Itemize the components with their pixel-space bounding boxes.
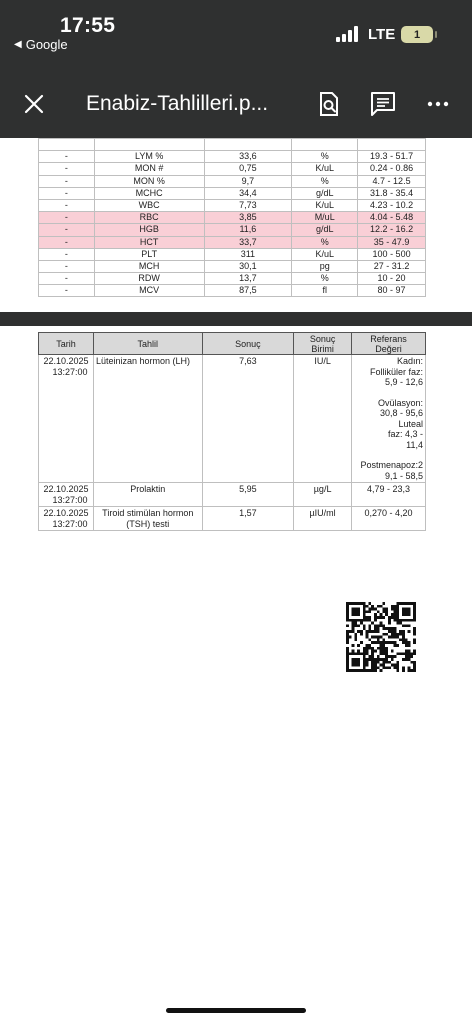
reference-line: 9,1 - 58,5	[384, 470, 423, 481]
table-row-tsh	[39, 507, 426, 531]
back-to-google-link[interactable]	[14, 37, 68, 52]
qr-code	[346, 602, 416, 672]
reference-line: Ovülasyon:	[377, 397, 423, 408]
reference-line: 5,9 - 12,6	[384, 377, 423, 387]
cell-test: HGB	[94, 224, 204, 236]
test-line2: (TSH) testi	[126, 518, 170, 529]
cell-result: 1,57	[202, 507, 294, 531]
cell-test: LYM %	[94, 151, 204, 163]
cell-test: Prolaktin	[93, 483, 202, 507]
table-row	[39, 260, 426, 272]
reference-line: Postmenapoz:2	[360, 460, 423, 470]
header-reference	[352, 333, 426, 355]
close-icon[interactable]	[22, 92, 46, 116]
cell-value: 34,4	[204, 187, 292, 199]
network-type: LTE	[368, 26, 396, 43]
cell-reference: 0.24 - 0.86	[358, 163, 426, 175]
cell-result: 5,95	[202, 483, 294, 507]
cell-flag: -	[39, 285, 95, 297]
table-header-row	[39, 333, 426, 355]
header-unit-line1: Sonuç	[309, 333, 336, 344]
cell-reference: 4.23 - 10.2	[358, 199, 426, 211]
cell-unit: µg/L	[294, 483, 352, 507]
cell-flag: -	[39, 224, 95, 236]
cell-test: MON %	[94, 175, 204, 187]
time-text: 13:27:00	[52, 494, 88, 505]
back-arrow-icon: ◀	[14, 39, 22, 50]
cell-reference	[352, 355, 426, 483]
header-date: Tarih	[39, 333, 94, 355]
cell-value: 30,1	[204, 260, 292, 272]
table-row	[39, 224, 426, 236]
table-row	[39, 212, 426, 224]
cell-test: WBC	[94, 199, 204, 211]
cell-flag: -	[39, 163, 95, 175]
reference-line	[354, 388, 423, 398]
reference-line: Kadın:	[396, 356, 423, 366]
cell-reference: 27 - 31.2	[358, 260, 426, 272]
cell-flag: -	[39, 273, 95, 285]
table-row	[39, 187, 426, 199]
reference-line: 11,4	[406, 439, 423, 450]
battery-icon	[401, 26, 433, 43]
cell-date	[39, 507, 94, 531]
cell-reference: 19.3 - 51.7	[358, 151, 426, 163]
cell-reference: 100 - 500	[358, 248, 426, 260]
cell-unit: %	[292, 236, 358, 248]
header-test: Tahlil	[93, 333, 202, 355]
cell-test: RDW	[94, 273, 204, 285]
cell-flag: -	[39, 236, 95, 248]
home-indicator[interactable]	[166, 1008, 306, 1013]
header-result: Sonuç	[202, 333, 294, 355]
cell-unit: %	[292, 151, 358, 163]
reference-line: faz: 4,3 -	[387, 429, 423, 439]
table-row	[39, 236, 426, 248]
cell-unit: g/dL	[292, 224, 358, 236]
cell-value: 7,73	[204, 199, 292, 211]
time-text: 13:27:00	[52, 518, 88, 529]
table-row-lh	[39, 355, 426, 483]
cell-flag: -	[39, 248, 95, 260]
cell-test: MCH	[94, 260, 204, 272]
cell-test	[93, 507, 202, 531]
cell-test: MON #	[94, 163, 204, 175]
cell-reference: 4,79 - 23,3	[352, 483, 426, 507]
cell-flag: -	[39, 187, 95, 199]
hormone-table	[38, 332, 426, 531]
search-document-icon[interactable]	[316, 91, 342, 117]
header-ref-line1: Referans	[370, 333, 407, 344]
viewer-toolbar	[0, 72, 472, 136]
cell-unit: %	[292, 175, 358, 187]
cell-unit: g/dL	[292, 187, 358, 199]
comment-icon[interactable]	[370, 91, 396, 117]
pdf-page-1	[0, 138, 472, 312]
cell-flag: -	[39, 199, 95, 211]
cell-test: HCT	[94, 236, 204, 248]
cell-test: MCV	[94, 285, 204, 297]
reference-line: Luteal	[398, 418, 423, 429]
date-text: 22.10.2025	[43, 484, 89, 494]
cell-reference: 35 - 47.9	[358, 236, 426, 248]
table-row	[39, 151, 426, 163]
cell-test: PLT	[94, 248, 204, 260]
cell-value: 87,5	[204, 285, 292, 297]
reference-line: Folliküler faz:	[369, 366, 423, 377]
pdf-page-2	[0, 326, 472, 1024]
date-text: 22.10.2025	[43, 356, 89, 366]
cell-test: RBC	[94, 212, 204, 224]
reference-line: 30,8 - 95,6	[379, 408, 423, 418]
cell-unit: M/uL	[292, 212, 358, 224]
more-options-icon[interactable]	[425, 91, 451, 117]
cell-flag: -	[39, 151, 95, 163]
cell-unit: pg	[292, 260, 358, 272]
cell-value: 311	[204, 248, 292, 260]
signal-icon	[336, 26, 360, 42]
table-row-prolactin	[39, 483, 426, 507]
cell-flag: -	[39, 260, 95, 272]
cell-value: 3,85	[204, 212, 292, 224]
table-row	[39, 285, 426, 297]
table-row	[39, 248, 426, 260]
cell-value: 33,7	[204, 236, 292, 248]
cell-reference: 4.04 - 5.48	[358, 212, 426, 224]
cell-unit: IU/L	[294, 355, 352, 483]
table-row	[39, 199, 426, 211]
cell-reference: 10 - 20	[358, 273, 426, 285]
cell-unit: fl	[292, 285, 358, 297]
cell-unit: K/uL	[292, 199, 358, 211]
cell-flag: -	[39, 212, 95, 224]
cell-value: 11,6	[204, 224, 292, 236]
cell-unit: µIU/ml	[294, 507, 352, 531]
cell-unit: K/uL	[292, 248, 358, 260]
cell-value: 9,7	[204, 175, 292, 187]
cell-value: 0,75	[204, 163, 292, 175]
cell-reference: 12.2 - 16.2	[358, 224, 426, 236]
cell-flag: -	[39, 175, 95, 187]
header-ref-line2: Değeri	[375, 343, 402, 354]
header-unit	[294, 333, 352, 355]
cell-value: 13,7	[204, 273, 292, 285]
time-text: 13:27:00	[52, 366, 88, 377]
header-unit-line2: Birimi	[311, 343, 334, 354]
status-bar	[0, 0, 472, 62]
cell-date	[39, 483, 94, 507]
table-row	[39, 175, 426, 187]
document-title: Enabiz-Tahlilleri.p...	[86, 92, 269, 115]
back-app-label: Google	[25, 37, 68, 52]
cell-reference: 4.7 - 12.5	[358, 175, 426, 187]
cell-result: 7,63	[202, 355, 294, 483]
table-row	[39, 273, 426, 285]
table-row	[39, 163, 426, 175]
cell-reference: 80 - 97	[358, 285, 426, 297]
cell-value: 33,6	[204, 151, 292, 163]
blood-count-table	[38, 138, 426, 297]
date-text: 22.10.2025	[43, 508, 89, 518]
reference-line	[354, 450, 423, 460]
page-separator	[0, 312, 472, 326]
cell-test: Lüteinizan hormon (LH)	[93, 355, 202, 483]
top-bar	[0, 0, 472, 138]
battery-level: 1	[413, 28, 421, 41]
test-line1: Tiroid stimülan hormon	[102, 508, 194, 518]
cell-unit: %	[292, 273, 358, 285]
cell-reference: 31.8 - 35.4	[358, 187, 426, 199]
cell-test: MCHC	[94, 187, 204, 199]
status-time: 17:55	[60, 14, 116, 37]
cell-date	[39, 355, 94, 483]
cell-reference: 0,270 - 4,20	[352, 507, 426, 531]
cell-unit: K/uL	[292, 163, 358, 175]
